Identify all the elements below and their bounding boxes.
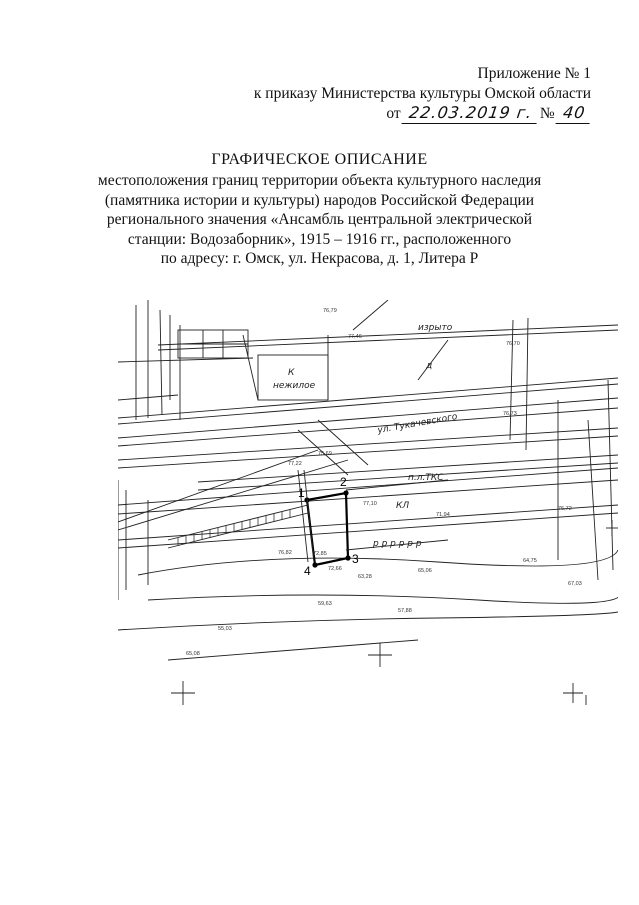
elevation-label: 72,66	[328, 566, 342, 572]
elevation-label: 57,88	[398, 608, 412, 614]
elevation-label: 76,73	[503, 411, 517, 417]
appendix-label: Приложение № 1	[477, 65, 591, 82]
building-label: К	[288, 368, 295, 378]
handwritten-number: 40	[555, 103, 592, 124]
title-line: по адресу: г. Омск, ул. Некрасова, д. 1, Литера Р	[160, 250, 479, 267]
survey-map	[118, 300, 618, 705]
elevation-label: 76,79	[323, 308, 337, 314]
elevation-label: 71,94	[436, 512, 450, 518]
elevation-label: 72,85	[313, 551, 327, 557]
object-boundary	[304, 490, 350, 567]
document-title: ГРАФИЧЕСКОЕ ОПИСАНИЕ	[211, 151, 428, 168]
title-line: регионального значения «Ансамбль центральной электрической	[106, 211, 533, 228]
order-reference: к приказу Министерства культуры Омской области	[253, 85, 591, 102]
elevation-label: 76,70	[506, 341, 520, 347]
handwritten-date: 22.03.2019 г.	[401, 103, 539, 124]
street-label: ул. Тукачевского	[376, 412, 459, 436]
elevation-label: 75,69	[318, 451, 332, 457]
title-line: местоположения границ территории объекта культурного наследия	[97, 172, 542, 189]
map-label: д	[426, 361, 433, 371]
map-label: п.л.ТКС	[408, 473, 444, 483]
title-block	[0, 150, 639, 269]
elevation-label: 77,46	[348, 334, 362, 340]
order-date-line	[386, 103, 591, 124]
elevation-label: 55,03	[218, 626, 232, 632]
elevation-label: 77,10	[363, 501, 377, 507]
boundary-point-label: 3	[352, 552, 359, 566]
boundary-point-label: 1	[298, 486, 305, 500]
elevation-label: 65,08	[186, 651, 200, 657]
elevation-label: 65,06	[418, 568, 432, 574]
map-label: р р р р р р	[373, 539, 422, 549]
elevation-label: 76,72	[558, 506, 572, 512]
title-line: станции: Водозаборник», 1915 – 1916 гг., расположенного	[127, 230, 512, 248]
elevation-label: 63,28	[358, 574, 372, 580]
map-label: изрыто	[418, 323, 453, 333]
elevation-label: 64,75	[523, 558, 537, 564]
date-prefix: от	[386, 105, 401, 122]
elevation-label: 76,82	[278, 550, 292, 556]
elevation-label: 67,03	[568, 581, 582, 587]
boundary-point-label: 2	[340, 475, 347, 489]
map-label: КЛ	[396, 501, 410, 511]
title-line: (памятника истории и культуры) народов Российской Федерации	[104, 191, 535, 209]
boundary-point-label: 4	[304, 564, 311, 578]
building-sublabel: нежилое	[273, 381, 316, 391]
elevation-label: 59,63	[318, 601, 332, 607]
number-prefix: №	[539, 105, 555, 122]
elevation-label: 77,22	[288, 461, 302, 467]
